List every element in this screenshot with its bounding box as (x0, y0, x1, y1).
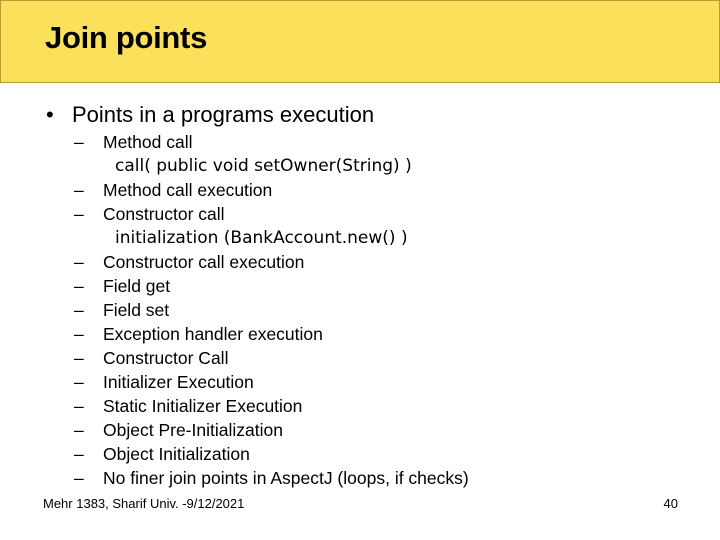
dash-icon: – (74, 348, 84, 368)
main-bullet-text: Points in a programs execution (72, 102, 375, 127)
list-item-text: Initializer Execution (103, 372, 254, 392)
list-item-text: Constructor Call (103, 348, 229, 368)
list-item-text: Method call (103, 132, 193, 152)
list-item-text: Object Initialization (103, 444, 250, 464)
list-item-text: Static Initializer Execution (103, 396, 303, 416)
list-item (74, 130, 193, 154)
list-item (74, 322, 323, 346)
main-bullet (46, 102, 374, 128)
slide-footer: Mehr 1383, Sharif Univ. -9/12/2021 (43, 496, 245, 511)
dash-icon: – (74, 372, 84, 392)
list-item-text: Field get (103, 276, 171, 296)
dash-icon: – (74, 300, 84, 320)
list-item (74, 298, 169, 322)
list-item (74, 346, 228, 370)
slide-title: Join points (45, 20, 208, 55)
page-number: 40 (663, 496, 678, 511)
list-item (74, 274, 170, 298)
list-item-text: Exception handler execution (103, 324, 323, 344)
list-item (74, 394, 302, 418)
dash-icon: – (74, 180, 84, 200)
list-item (74, 202, 225, 226)
dash-icon: – (74, 132, 84, 152)
list-item-text: Object Pre-Initialization (103, 420, 283, 440)
bullet-icon: • (46, 102, 54, 127)
dash-icon: – (74, 252, 84, 272)
code-example: call( public void setOwner(String) ) (115, 156, 412, 176)
dash-icon: – (74, 420, 84, 440)
list-item (74, 178, 272, 202)
list-item (74, 250, 304, 274)
list-item (74, 418, 283, 442)
list-item (74, 370, 254, 394)
dash-icon: – (74, 276, 84, 296)
dash-icon: – (74, 324, 84, 344)
dash-icon: – (74, 468, 84, 488)
dash-icon: – (74, 204, 84, 224)
list-item-text: Field set (103, 300, 170, 320)
code-example: initialization (BankAccount.new() ) (115, 228, 408, 248)
dash-icon: – (74, 444, 84, 464)
title-bar (0, 0, 720, 83)
list-item-text: Method call execution (103, 180, 273, 200)
list-item (74, 466, 469, 490)
dash-icon: – (74, 396, 84, 416)
list-item-text: No finer join points in AspectJ (loops, if checks) (103, 468, 469, 488)
list-item (74, 442, 250, 466)
list-item-text: Constructor call (103, 204, 225, 224)
list-item-text: Constructor call execution (103, 252, 305, 272)
